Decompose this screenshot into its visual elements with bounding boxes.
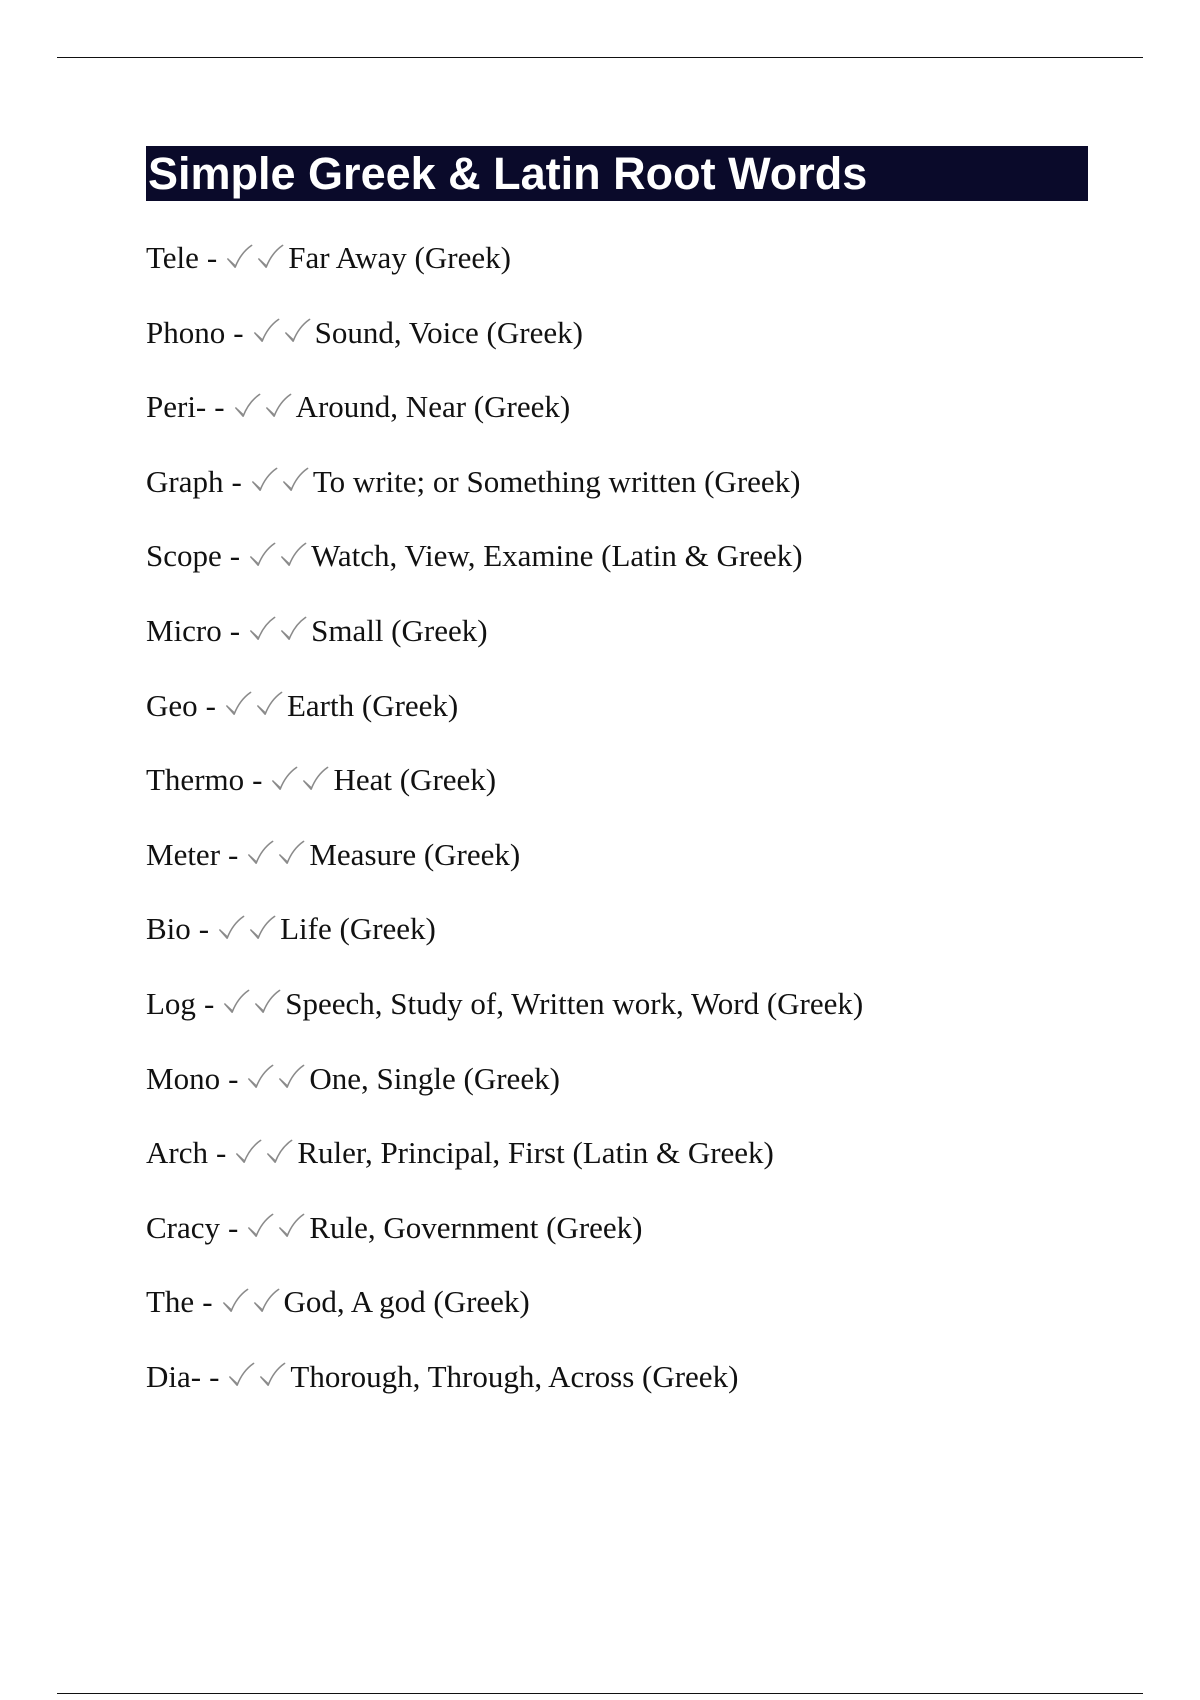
double-check-icon <box>220 1276 282 1328</box>
root-meaning: Ruler, Principal, First (Latin & Greek) <box>297 1135 774 1171</box>
list-item <box>146 829 1106 904</box>
list-item <box>146 754 1106 829</box>
bottom-rule <box>57 1693 1143 1694</box>
root-word: Arch <box>146 1135 208 1171</box>
check-icon <box>220 1286 251 1317</box>
top-rule <box>57 57 1143 58</box>
root-word: Peri- <box>146 389 207 425</box>
check-icon <box>224 242 255 273</box>
root-word-list <box>146 232 1106 1426</box>
separator: - <box>202 1284 213 1320</box>
root-meaning: One, Single (Greek) <box>309 1060 560 1096</box>
list-item <box>146 381 1106 456</box>
root-word: Geo <box>146 687 198 723</box>
check-icon <box>251 316 282 347</box>
root-word: Micro <box>146 612 222 648</box>
separator: - <box>203 985 215 1021</box>
check-icon <box>282 316 313 347</box>
list-item <box>146 1276 1106 1351</box>
check-icon <box>232 391 263 422</box>
root-meaning: Sound, Voice (Greek) <box>314 314 583 350</box>
root-meaning: Far Away (Greek) <box>288 240 511 275</box>
check-icon <box>216 913 247 944</box>
page-title: Simple Greek & Latin Root Words <box>148 148 868 199</box>
list-item <box>146 1351 1106 1426</box>
double-check-icon <box>245 1202 307 1254</box>
list-item <box>146 605 1106 680</box>
root-word: Mono <box>146 1060 221 1096</box>
check-icon <box>245 838 276 869</box>
double-check-icon <box>233 1127 295 1179</box>
double-check-icon <box>269 754 331 806</box>
separator: - <box>228 836 239 872</box>
double-check-icon <box>226 1351 288 1403</box>
root-word: Scope <box>146 538 222 574</box>
list-item <box>146 1053 1106 1128</box>
list-item <box>146 978 1106 1053</box>
root-word: Cracy <box>146 1209 221 1245</box>
check-icon <box>276 1062 307 1093</box>
check-icon <box>300 764 331 795</box>
check-icon <box>278 614 309 645</box>
separator: - <box>214 389 225 425</box>
root-meaning: Earth (Greek) <box>286 687 459 723</box>
check-icon <box>280 465 311 496</box>
list-item <box>146 307 1106 382</box>
separator: - <box>233 314 244 350</box>
check-icon <box>276 1211 307 1242</box>
check-icon <box>252 987 283 1018</box>
root-word: Bio <box>146 911 191 947</box>
check-icon <box>264 1137 295 1168</box>
list-item <box>146 1127 1106 1202</box>
separator: - <box>231 463 242 499</box>
check-icon <box>254 689 285 720</box>
check-icon <box>247 913 278 944</box>
list-item <box>146 232 1106 307</box>
double-check-icon <box>224 232 286 284</box>
double-check-icon <box>251 307 313 359</box>
root-meaning: Life (Greek) <box>280 911 436 947</box>
check-icon <box>278 540 309 571</box>
separator: - <box>228 1209 239 1245</box>
root-meaning: Heat (Greek) <box>333 762 497 798</box>
separator: - <box>229 612 241 648</box>
root-word: Tele <box>146 240 199 275</box>
list-item <box>146 1202 1106 1277</box>
check-icon <box>245 1062 276 1093</box>
root-word: Graph <box>146 463 224 499</box>
check-icon <box>249 465 280 496</box>
check-icon <box>269 764 300 795</box>
title-bar <box>146 146 1088 201</box>
root-word: Phono <box>146 314 226 350</box>
double-check-icon <box>249 456 311 508</box>
check-icon <box>221 987 252 1018</box>
double-check-icon <box>245 1053 307 1105</box>
check-icon <box>247 540 278 571</box>
root-word: Meter <box>146 836 221 872</box>
double-check-icon <box>221 978 283 1030</box>
check-icon <box>263 391 294 422</box>
check-icon <box>223 689 254 720</box>
double-check-icon <box>216 903 278 955</box>
double-check-icon <box>223 680 285 732</box>
check-icon <box>276 838 307 869</box>
root-meaning: Small (Greek) <box>311 612 488 648</box>
separator: - <box>205 687 216 723</box>
double-check-icon <box>247 605 309 657</box>
separator: - <box>209 1358 220 1394</box>
separator: - <box>229 538 241 574</box>
check-icon <box>257 1360 288 1391</box>
root-meaning: God, A god (Greek) <box>283 1284 530 1320</box>
check-icon <box>247 614 278 645</box>
check-icon <box>226 1360 257 1391</box>
separator: - <box>228 1060 239 1096</box>
check-icon <box>251 1286 282 1317</box>
check-icon <box>245 1211 276 1242</box>
root-meaning: Speech, Study of, Written work, Word (Greek) <box>285 985 864 1021</box>
root-meaning: Watch, View, Examine (Latin & Greek) <box>311 538 803 574</box>
root-word: Log <box>146 985 196 1021</box>
separator: - <box>215 1135 227 1171</box>
root-word: Thermo <box>146 762 245 798</box>
root-meaning: Thorough, Through, Across (Greek) <box>290 1358 739 1394</box>
root-word: Dia- <box>146 1358 202 1394</box>
root-meaning: To write; or Something written (Greek) <box>312 463 801 499</box>
double-check-icon <box>232 381 294 433</box>
separator: - <box>198 911 210 947</box>
root-meaning: Rule, Government (Greek) <box>309 1209 643 1245</box>
list-item <box>146 680 1106 755</box>
root-word: The <box>146 1284 195 1320</box>
separator: - <box>206 240 218 275</box>
list-item <box>146 530 1106 605</box>
list-item <box>146 903 1106 978</box>
root-meaning: Around, Near (Greek) <box>295 389 571 425</box>
root-meaning: Measure (Greek) <box>309 836 521 872</box>
check-icon <box>233 1137 264 1168</box>
double-check-icon <box>247 530 309 582</box>
double-check-icon <box>245 829 307 881</box>
check-icon <box>255 242 286 273</box>
separator: - <box>252 762 263 798</box>
list-item <box>146 456 1106 531</box>
